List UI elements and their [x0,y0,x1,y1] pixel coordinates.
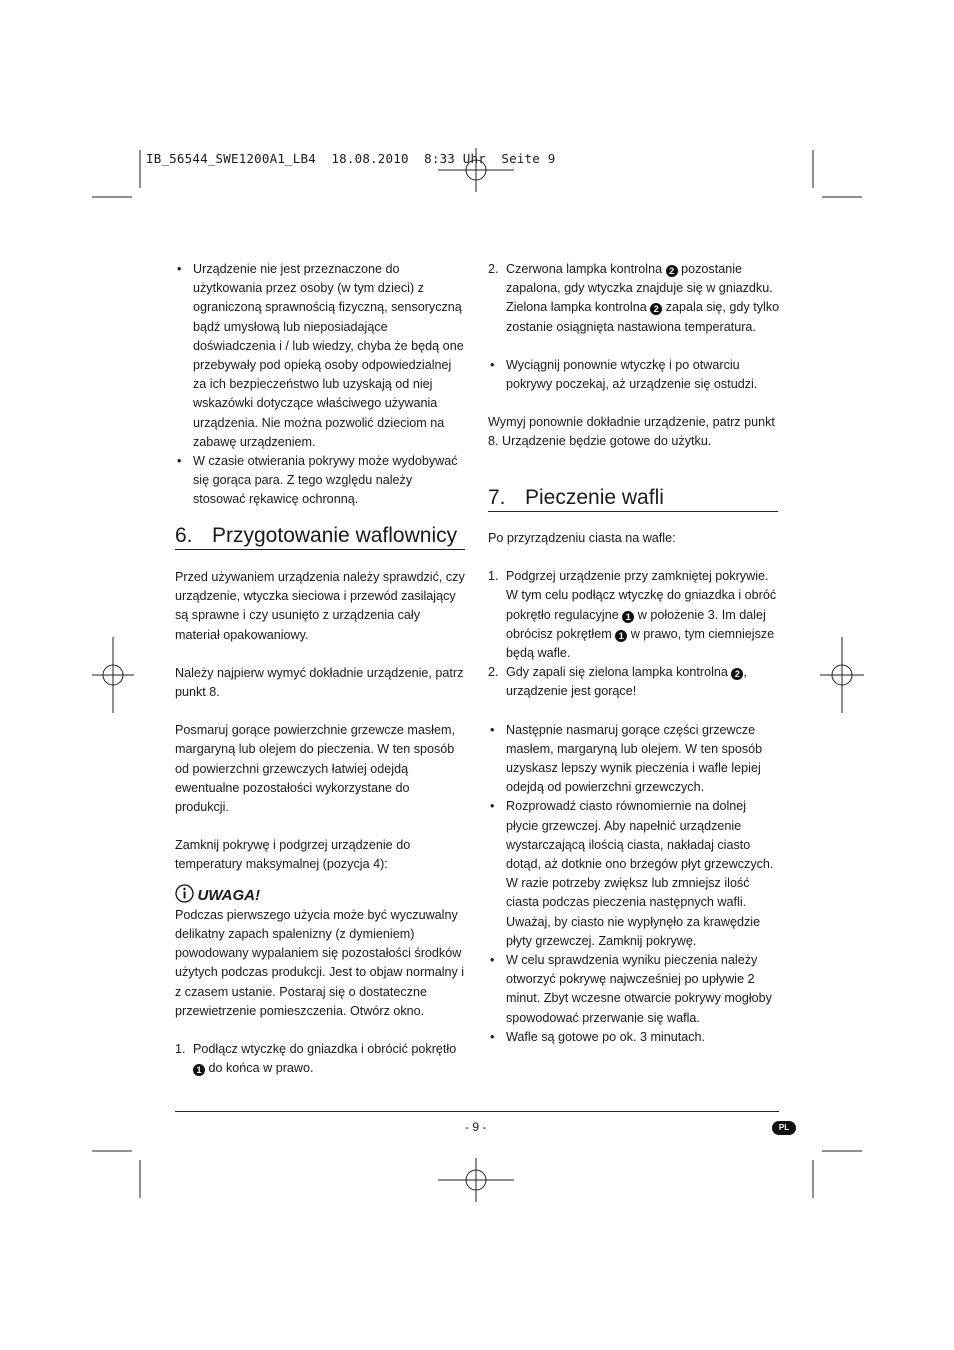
list-item: • Rozprowadź ciasto równomiernie na dolnej płycie grzewczej. Aby napełnić urządzenie wystarczającą ilością ciasta, nakładaj ciasto dotąd, aż dotknie ono brzegów płyt grzewczych. W razie potrzeby zwiększ lub zmniejsz ilość ciasta podczas pieczenia następnych wafli. Uważaj, by ciasto nie wypłynęło za krawędzie płyty grzewczej. Zamknij pokrywę. [490,799,774,948]
paragraph: Zamknij pokrywę i podgrzej urządzenie do temperatury maksymalnej (pozycja 4): [175,838,411,872]
step-2: 2. Czerwona lampka kontrolna 2 pozostanie zapalona, gdy wtyczka znajduje się w gniazdku. Zielona lampka kontrolna 2 zapala się, gdy tylko zostanie osiągnięta nastawiona temperatura. [488,262,780,334]
page-number: - 9 - [465,1120,487,1134]
paragraph: Po przyrządzeniu ciasta na wafle: [488,531,676,545]
list-item: • Wafle są gotowe po ok. 3 minutach. [490,1029,706,1044]
paragraph: Należy najpierw wymyć dokładnie urządzenie, patrz punkt 8. [175,665,464,700]
section-heading-6: 6. Przygotowanie waflownicy [175,523,465,550]
lamp-marker-icon: 2 [666,265,678,277]
paragraph: Wymyj ponownie dokładnie urządzenie, patrz punkt 8. Urządzenie będzie gotowe do użytku. [488,415,775,449]
step-2: 2. Gdy zapali się zielona lampka kontrolna 2 , urządzenie jest gorące! [488,665,747,699]
print-slug: IB_56544_SWE1200A1_LB4 18.08.2010 8:33 Uhr Seite 9 [146,151,556,166]
warning-text: Podczas pierwszego użycia może być wyczuwalny delikatny zapach spalenizny (z dymieniem) powodowany wypalaniem się pozostałości środków użytych podczas produkcji. Jest to objaw normalny i z czasem ustanie. Postaraj się o dostateczne przewietrzenie pomieszczenia. Otwórz okno. [175,907,465,1018]
warning-label: UWAGA! [197,886,260,904]
section-heading-7: 7. Pieczenie wafli [488,485,778,512]
paragraph: Przed używaniem urządzenia należy sprawdzić, czy urządzenie, wtyczka sieciowa i przewód zasilający są sprawne i czy usunięto z urządzenia cały materiał opakowaniowy. [175,570,465,642]
right-body [488,529,780,1047]
knob-marker-icon: 1 [193,1064,205,1076]
paragraph: Posmaruj gorące powierzchnie grzewcze masłem, margaryną lub olejem do pieczenia. W ten sposób od powierzchni grzewczych łatwiej odejdą ewentualne pozostałości wykorzystane do produkcji. [175,723,455,815]
list-item: • W czasie otwierania pokrywy może wydobywać się gorąca para. Z tego względu należy stosować rękawicę ochronną. [177,454,458,507]
right-top [488,260,780,452]
left-body [175,568,465,1078]
step-1: 1. Podgrzej urządzenie przy zamkniętej pokrywie. W tym celu podłącz wtyczkę do gniazdka i obróć pokrętło regulacyjne 1 w położenie 3. Im dalej obrócisz pokrętłem 1 w prawo, tym ciemniejsze będą wafle. [488,569,777,661]
lamp-marker-icon: 2 [731,668,743,680]
knob-marker-icon: 1 [615,630,627,642]
footer-rule [175,1111,779,1112]
language-badge: PL [772,1121,796,1135]
list-item: • W celu sprawdzenia wyniku pieczenia należy otworzyć pokrywę najwcześniej po upływie 2 minut. Zbyt wczesne otwarcie pokrywy mogłoby spowodować przerwanie się wafla. [490,953,772,1025]
left-bullets [175,260,467,510]
info-icon [175,884,194,903]
list-item: • Urządzenie nie jest przeznaczone do użytkowania przez osoby (w tym dzieci) z ograniczoną sprawnością fizyczną, sensoryczną bądź umysłową lub nieposiadające doświadczenia i / lub wiedzy, chyba że będą one przebywały pod opieką osoby odpowiedzialnej za ich bezpieczeństwo lub uzyskają od niej wskazówki dotyczące właściwego używania urządzenia. Nie można pozwolić dzieciom na zabawę urządzeniem. [177,262,464,449]
warning-heading [175,884,465,906]
list-item: • Wyciągnij ponownie wtyczkę i po otwarciu pokrywy poczekaj, aż urządzenie się ostudzi. [490,357,758,392]
step-1: 1. Podłącz wtyczkę do gniazdka i obrócić pokrętło 1 do końca w prawo. [175,1042,457,1076]
knob-marker-icon: 1 [622,611,634,623]
list-item: • Następnie nasmaruj gorące części grzewcze masłem, margaryną lub olejem. W ten sposób uzyskasz lepszy wynik pieczenia i wafle lepiej odejdą od powierzchni grzewczych. [490,722,763,795]
lamp-marker-icon: 2 [650,303,662,315]
